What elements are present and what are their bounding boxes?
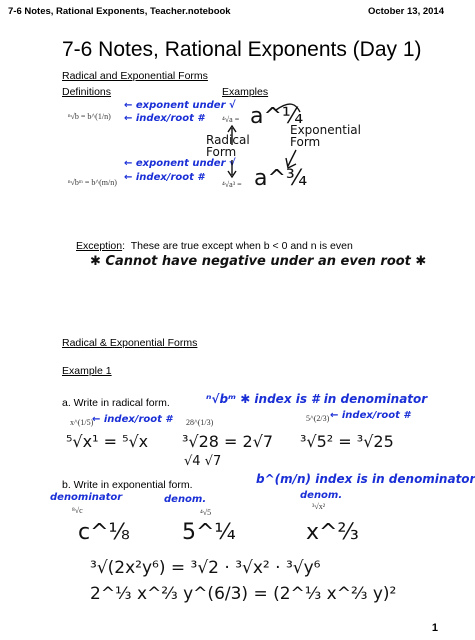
definitions-label: Definitions <box>62 86 112 98</box>
b3-label: denom. <box>300 490 343 501</box>
a2-work: √4 √7 <box>184 454 222 469</box>
page-number: 1 <box>431 622 438 634</box>
def1-note-index: ← index/root # <box>124 113 205 124</box>
b4-line-2: 2^⅓ x^⅔ y^(6/3) = (2^⅓ x^⅔ y)² <box>90 584 397 604</box>
radical-form-label: Radical Form <box>206 133 250 159</box>
b2-label: denom. <box>164 494 207 505</box>
section2-heading: Radical & Exponential Forms <box>62 337 198 349</box>
def1-note-exponent: ← exponent under √ <box>124 100 236 111</box>
example-2-result: a^¾ <box>254 166 308 191</box>
b3-answer: x^⅔ <box>306 520 359 545</box>
arrow-up-radical <box>228 126 236 145</box>
a1-note: ← index/root # <box>92 414 173 425</box>
a1-answer: ⁵√x¹ = ⁵√x <box>66 432 149 451</box>
a3-answer: ³√5² = ³√25 <box>300 432 394 451</box>
exponential-form-label: Exponential Form <box>290 123 361 149</box>
example-1-result: a^¼ <box>250 104 304 129</box>
b2-answer: 5^¼ <box>182 520 236 545</box>
b1-label: denominator <box>50 492 123 503</box>
header-left: 7-6 Notes, Rational Exponents, Teacher.notebook <box>8 6 231 17</box>
part-a-rule-note: ⁿ√bᵐ ✱ index is # in denominator <box>206 392 428 406</box>
b3-given: ³√x² <box>312 502 326 511</box>
exception-label: Exception <box>76 240 123 252</box>
exception-text: These are true except when b < 0 and n is even <box>130 240 353 252</box>
def2-note-exponent: ← exponent under √ <box>124 158 236 169</box>
b1-given: ⁸√c <box>72 506 83 515</box>
b2-given: ⁴√5 <box>200 508 212 517</box>
example-1-label: Example 1 <box>62 365 112 377</box>
exception-line: Exception: These are true except when b < 0 and n is even <box>76 240 353 252</box>
b1-answer: c^⅛ <box>78 520 130 545</box>
example-2: ⁴√a³ = <box>222 180 242 189</box>
a3-note: ← index/root # <box>330 410 411 421</box>
page-title: 7-6 Notes, Rational Exponents (Day 1) <box>62 38 422 61</box>
arrow-down-radical <box>228 160 236 177</box>
part-b-prompt: b. Write in exponential form. <box>62 479 193 491</box>
arrow-down-exponential <box>286 150 296 168</box>
a1-given: x^(1/5) <box>70 418 94 427</box>
exception-handwritten-note: ✱ Cannot have negative under an even root ✱ <box>90 254 427 269</box>
header-date: October 13, 2014 <box>367 6 444 17</box>
def2-note-index: ← index/root # <box>124 172 205 183</box>
b4-line-1: ³√(2x²y⁶) = ³√2 · ³√x² · ³√y⁶ <box>90 558 321 578</box>
part-b-rule-note: b^(m/n) index is in denominator <box>256 472 475 486</box>
a2-given: 28^(1/3) <box>186 418 214 427</box>
section1-heading: Radical and Exponential Forms <box>62 70 208 82</box>
arrow-curve-exponential <box>276 104 300 112</box>
example-1: ⁴√a = <box>222 115 240 124</box>
a2-answer: ³√28 = 2√7 <box>182 432 274 451</box>
definition-2: ⁿ√bᵐ = b^(m/n) <box>68 178 117 187</box>
part-a-prompt: a. Write in radical form. <box>62 397 170 409</box>
a3-given: 5^(2/3) <box>306 414 330 423</box>
examples-label: Examples <box>222 86 269 98</box>
definition-1: ⁿ√b = b^(1/n) <box>68 112 111 121</box>
